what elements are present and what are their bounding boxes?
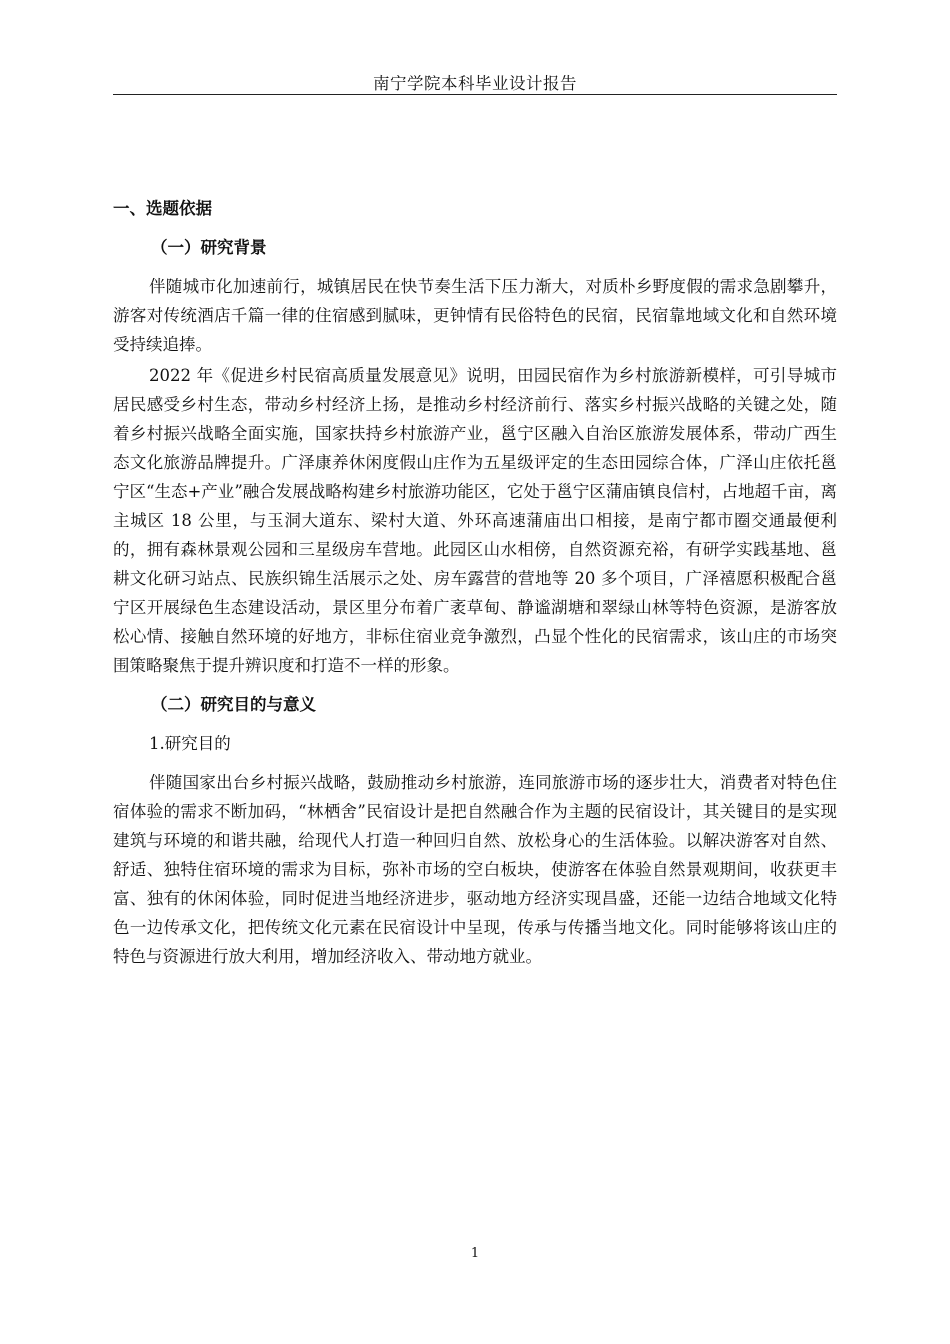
section-heading-1: 一、选题依据 [113,199,212,218]
paragraph-background-1: 伴随城市化加速前行，城镇居民在快节奏生活下压力渐大，对质朴乡野度假的需求急剧攀升，游客对传统酒店千篇一律的住宿感到腻味，更钟情有民俗特色的民宿，民宿靠地域文化和自然环境受持续追捧。 [113,277,837,354]
subsection-heading-background: （一）研究背景 [151,238,267,257]
running-header: 南宁学院本科毕业设计报告 [373,74,577,93]
page-body [113,194,837,973]
paragraph-purpose-1: 伴随国家出台乡村振兴战略，鼓励推动乡村旅游，连同旅游市场的逐步壮大，消费者对特色住宿体验的需求不断加码，“林栖舍”民宿设计是把自然融合作为主题的民宿设计，其关键目的是实现建筑与环境的和谐共融，给现代人打造一种回归自然、放松身心的生活体验。以解决游客对自然、舒适、独特住宿环境的需求为目标，弥补市场的空白板块，使游客在体验自然景观期间，收获更丰富、独有的休闲体验，同时促进当地经济进步，驱动地方经济实现昌盛，还能一边结合地域文化特色一边传承文化，把传统文化元素在民宿设计中呈现，传承与传播当地文化。同时能够将该山庄的特色与资源进行放大利用，增加经济收入、带动地方就业。 [113,773,837,966]
header-rule [113,94,837,95]
subsection-heading-purpose: （二）研究目的与意义 [151,695,316,714]
paragraph-background-2: 2022 年《促进乡村民宿高质量发展意见》说明，田园民宿作为乡村旅游新模样，可引导城市居民感受乡村生态，带动乡村经济上扬，是推动乡村经济前行、落实乡村振兴战略的关键之处，随着乡村振兴战略全面实施，国家扶持乡村旅游产业，邕宁区融入自治区旅游发展体系，带动广西生态文化旅游品牌提升。广泽康养休闲度假山庄作为五星级评定的生态田园综合体，广泽山庄依托邕宁区“生态+产业”融合发展战略构建乡村旅游功能区，它处于邕宁区蒲庙镇良信村，占地超千亩，离主城区 18 公里，与玉洞大道东、梁村大道、外环高速蒲庙出口相接，是南宁都市圈交通最便利的，拥有森林景观公园和三星级房车营地。此园区山水相傍，自然资源充裕，有研学实践基地、邕耕文化研习站点、民族织锦生活展示之处、房车露营的营地等 20 多个项目，广泽禧愿积极配合邕宁区开展绿色生态建设活动，景区里分布着广袤草甸、静谧湖塘和翠绿山林等特色资源，是游客放松心情、接触自然环境的好地方，非标住宿业竞争激烈，凸显个性化的民宿需求，该山庄的市场突围策略聚焦于提升辨识度和打造不一样的形象。 [113,366,837,675]
sub-subsection-heading-purpose: 1.研究目的 [149,734,231,753]
page-number: 1 [470,1246,480,1261]
